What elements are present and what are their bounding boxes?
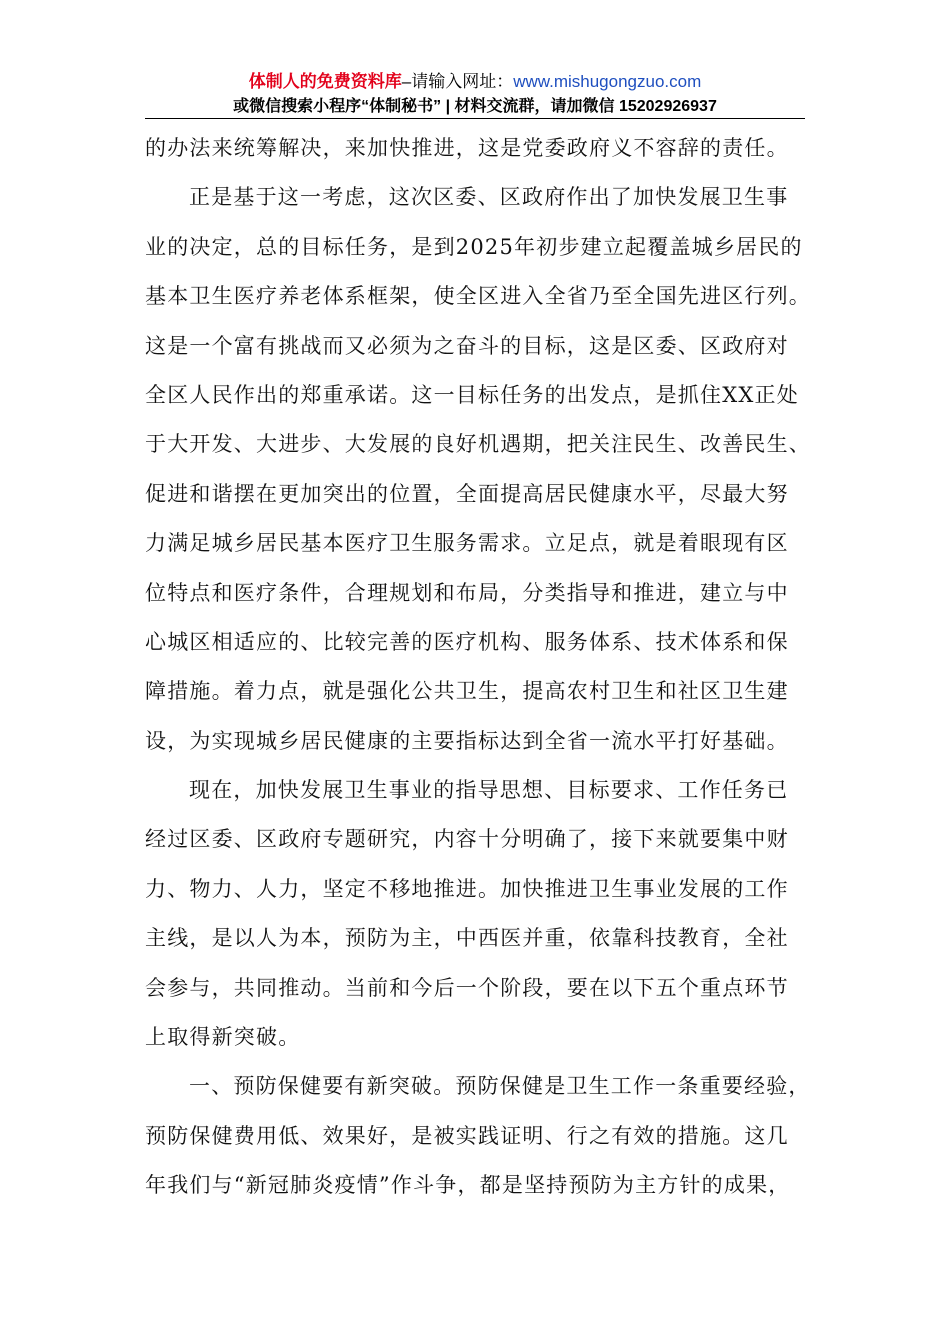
text-line: 预防保健费用低、效果好，是被实践证明、行之有效的措施。这几 [145, 1123, 789, 1148]
text-line: 这是一个富有挑战而又必须为之奋斗的目标，这是区委、区政府对 [145, 333, 789, 358]
text-line: 基本卫生医疗养老体系框架，使全区进入全省乃至全国先进区行列。 [145, 284, 811, 309]
header-line-1 [0, 68, 950, 96]
text-line: 力满足城乡居民基本医疗卫生服务需求。立足点，就是着眼现有区 [145, 531, 789, 556]
text-line: 会参与，共同推动。当前和今后一个阶段，要在以下五个重点环节 [145, 975, 789, 1000]
text-line: 一、预防保健要有新突破。预防保健是卫生工作一条重要经验， [189, 1074, 811, 1099]
text-line: 业的决定，总的目标任务，是到2025年初步建立起覆盖城乡居民的 [145, 234, 803, 259]
header-prompt: –请输入网址： [401, 72, 514, 91]
text-line: 的办法来统筹解决，来加快推进，这是党委政府义不容辞的责任。 [145, 136, 789, 160]
text-line: 年我们与“新冠肺炎疫情”作斗争，都是坚持预防为主方针的成果， [145, 1173, 791, 1198]
header-brand: 体制人的免费资料库 [248, 72, 402, 91]
text-line: 力、物力、人力，坚定不移地推进。加快推进卫生事业发展的工作 [145, 876, 789, 901]
text-line: 心城区相适应的、比较完善的医疗机构、服务体系、技术体系和保 [145, 629, 789, 654]
text-line: 正是基于这一考虑，这次区委、区政府作出了加快发展卫生事 [189, 185, 789, 210]
text-line: 主线，是以人为本，预防为主，中西医并重，依靠科技教育，全社 [145, 926, 789, 951]
text-line: 促进和谐摆在更加突出的位置，全面提高居民健康水平，尽最大努 [145, 481, 789, 506]
text-line: 全区人民作出的郑重承诺。这一目标任务的出发点，是抓住XX正处 [145, 382, 799, 407]
page-header [0, 68, 950, 118]
text-line: 上取得新突破。 [145, 1025, 301, 1050]
text-line: 设，为实现城乡居民健康的主要指标达到全省一流水平打好基础。 [145, 728, 789, 753]
text-line: 经过区委、区政府专题研究，内容十分明确了，接下来就要集中财 [145, 827, 789, 852]
header-url-link[interactable]: www.mishugongzuo.com [513, 72, 702, 91]
text-line: 于大开发、大进步、大发展的良好机遇期，把关注民生、改善民生、 [145, 432, 811, 457]
header-divider [145, 118, 805, 119]
text-line: 现在，加快发展卫生事业的指导思想、目标要求、工作任务已 [189, 778, 789, 803]
document-body [145, 124, 815, 1211]
text-line: 位特点和医疗条件，合理规划和布局，分类指导和推进，建立与中 [145, 580, 789, 605]
header-line-2: 或微信搜索小程序“体制秘书” | 材料交流群，请加微信 15202926937 [233, 98, 717, 115]
text-line: 障措施。着力点，就是强化公共卫生，提高农村卫生和社区卫生建 [145, 679, 789, 704]
